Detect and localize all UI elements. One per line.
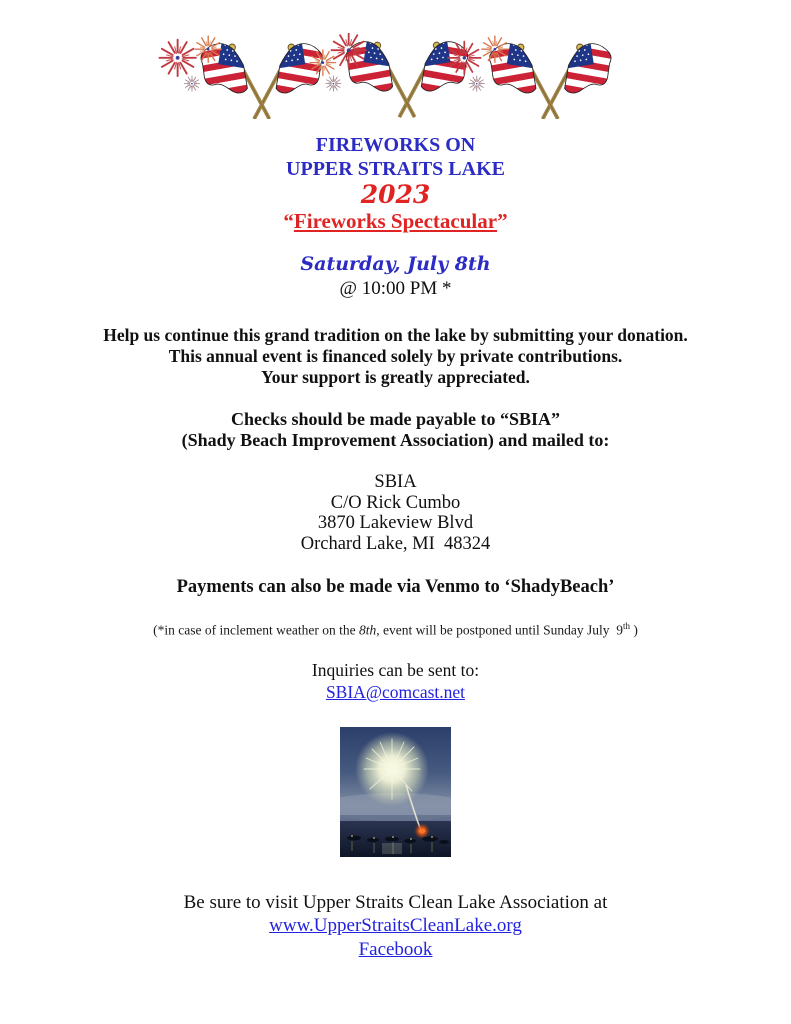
event-time: @ 10:00 PM * [339,278,452,299]
address-line: C/O Rick Cumbo [330,492,461,513]
donation-line-1: Help us continue this grand tradition on the lake by submitting your donation. [103,325,688,345]
page-title [0,133,791,181]
event-date: Saturday, July 8th [300,253,491,275]
title-line-1: FIREWORKS ON [315,134,476,156]
event-subtitle [0,208,791,235]
title-line-2: UPPER STRAITS LAKE [286,158,505,180]
email-link[interactable]: SBIA@comcast.net [325,681,466,702]
venmo-note: Payments can also be made via Venmo to ‘ShadyBeach’ [176,577,615,597]
subtitle-text: Fireworks Spectacular [293,209,498,233]
donation-line-2: This annual event is financed solely by private contributions. [168,346,623,366]
weather-note-ordinal: th [622,621,630,631]
facebook-link[interactable]: Facebook [358,938,433,960]
donation-line-3: Your support is greatly appreciated. [261,367,530,387]
checks-paragraph [0,409,791,451]
address-line: 3870 Lakeview Blvd [317,513,474,533]
donation-paragraph [0,325,791,388]
mailing-address [0,472,791,554]
weather-note-prefix: (*in case of inclement weather on the [153,622,359,638]
event-year: 2023 [360,180,431,209]
footer-block [0,891,791,962]
weather-note-middle: , event will be postponed until Sunday July [376,622,617,638]
checks-line-2: (Shady Beach Improvement Association) and mailed to: [181,430,610,450]
address-line: Orchard Lake, MI 48324 [300,533,491,554]
weather-note [0,618,791,639]
weather-note-date: 8th [358,622,377,638]
footer-text: Be sure to visit Upper Straits Clean Lake Association at [183,891,608,913]
subtitle-open-quote: “ [283,209,294,233]
inquiries-label: Inquiries can be sent to: [311,659,480,680]
flags-fireworks-banner [138,33,653,119]
website-link[interactable]: www.UpperStraitsCleanLake.org [269,915,522,936]
inquiries-block [0,659,791,703]
subtitle-close-quote: ” [497,209,508,233]
address-line: SBIA [374,472,417,492]
fireworks-photo [340,727,451,857]
checks-line-1: Checks should be made payable to “SBIA” [230,409,561,429]
weather-note-suffix: ) [629,622,638,638]
weather-note-rain-date: 9 [616,622,623,638]
